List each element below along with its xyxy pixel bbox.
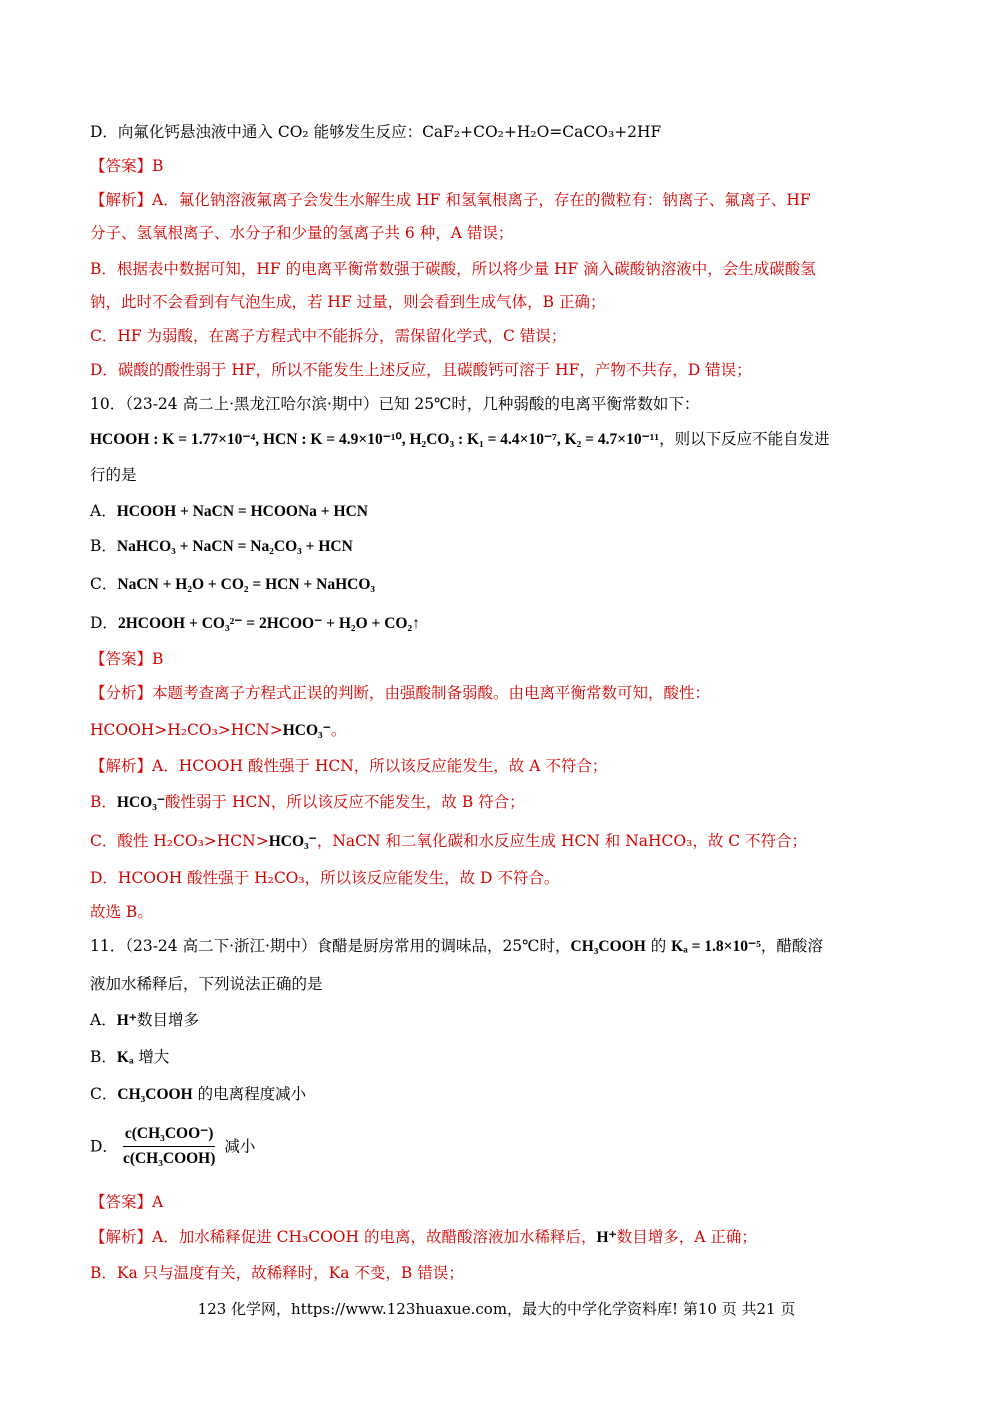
q10-stem-2: 行的是 [90, 466, 137, 484]
q11-option-b: B．Kₐ 增大 [90, 1048, 170, 1066]
q10-option-d: D．2HCOOH + CO₃²⁻ = 2HCOO⁻ + H₂O + CO₂↑ [90, 614, 420, 632]
fraction-numerator: c(CH₃COO⁻) [123, 1124, 216, 1147]
page-footer: 123 化学网，https://www.123huaxue.com，最大的中学化学资料库! 第10 页 共21 页 [197, 1300, 796, 1318]
q11-explanation-b: B．Ka 只与温度有关，故稀释时，Ka 不变，B 错误； [90, 1264, 464, 1282]
q9-explanation-c: C．HF 为弱酸，在离子方程式中不能拆分，需保留化学式，C 错误； [90, 327, 567, 345]
q9-option-d: D．向氟化钙悬浊液中通入 CO₂ 能够发生反应：CaF₂+CO₂+H₂O=CaCO₃+2HF [90, 123, 662, 141]
q11-option-d: D． $\frac{\text{c(CH₃COO⁻)}}{\text{c(CH₃COOH)}}$ 减小 [90, 1125, 256, 1167]
q10-answer: 【答案】B [90, 650, 164, 668]
q11-option-a: A．H⁺数目增多 [90, 1011, 199, 1029]
q9-explanation-b1: B．根据表中数据可知，HF 的电离平衡常数强于碳酸，所以将少量 HF 滴入碳酸钠溶液中，会生成碳酸氢 [90, 260, 816, 278]
q10-explanation-a: 【解析】A．HCOOH 酸性强于 HCN，所以该反应能发生，故 A 不符合； [90, 757, 608, 775]
q9-explanation-b2: 钠，此时不会看到有气泡生成，若 HF 过量，则会看到生成气体，B 正确； [90, 293, 606, 311]
fraction-denominator: c(CH₃COOH) [122, 1150, 216, 1167]
q11-stem-2: 液加水稀释后，下列说法正确的是 [90, 975, 323, 993]
q10-explanation-c: C．酸性 H₂CO₃>HCN>HCO₃⁻，NaCN 和二氧化碳和水反应生成 HCN 和 NaHCO₃，故 C 不符合； [90, 832, 808, 850]
q10-choose: 故选 B。 [90, 903, 153, 921]
q11-option-c: C．CH₃COOH 的电离程度减小 [90, 1085, 307, 1103]
q10-analysis: 【分析】本题考查离子方程式正误的判断，由强酸制备弱酸。由电离平衡常数可知，酸性： [90, 684, 711, 702]
q9-explanation-d: D．碳酸的酸性弱于 HF，所以不能发生上述反应，且碳酸钙可溶于 HF，产物不共存，D 错误； [90, 361, 752, 379]
q10-constants: HCOOH : K = 1.77×10⁻⁴, HCN : K = 4.9×10⁻¹⁰, H₂CO₃ : K₁ = 4.4×10⁻⁷, K₂ = 4.7×10⁻¹¹，则以下反应不能自发进 [90, 430, 830, 448]
q10-explanation-d: D．HCOOH 酸性强于 H₂CO₃，所以该反应能发生，故 D 不符合。 [90, 869, 560, 887]
q10-option-b: B．NaHCO₃ + NaCN = Na₂CO₃ + HCN [90, 537, 353, 555]
q11-explanation-a: 【解析】A．加水稀释促进 CH₃COOH 的电离，故醋酸溶液加水稀释后，H⁺数目增多，A 正确； [90, 1228, 757, 1246]
q10-option-c: C．NaCN + H₂O + CO₂ = HCN + NaHCO₃ [90, 575, 376, 593]
concentration-ratio-fraction [123, 1124, 216, 1169]
q9-answer: 【答案】B [90, 157, 164, 175]
q11-stem: 11．（23-24 高二下·浙江·期中）食醋是厨房常用的调味品，25℃时，CH₃COOH 的 Kₐ = 1.8×10⁻⁵，醋酸溶 [90, 937, 823, 955]
q10-option-a: A．HCOOH + NaCN = HCOONa + HCN [90, 502, 368, 520]
q11-answer: 【答案】A [90, 1193, 164, 1211]
q10-stem: 10．（23-24 高二上·黑龙江哈尔滨·期中）已知 25℃时，几种弱酸的电离平衡常数如下： [90, 395, 700, 413]
q10-acid-order: HCOOH>H₂CO₃>HCN>HCO₃⁻。 [90, 721, 347, 739]
q10-explanation-b: B．HCO₃⁻酸性弱于 HCN，所以该反应不能发生，故 B 符合； [90, 793, 525, 811]
q9-explanation-a2: 分子、氢氧根离子、水分子和少量的氢离子共 6 种，A 错误； [90, 224, 514, 242]
q9-explanation-a1: 【解析】A．氟化钠溶液氟离子会发生水解生成 HF 和氢氧根离子，存在的微粒有：钠离子、氟离子、HF [90, 191, 811, 209]
